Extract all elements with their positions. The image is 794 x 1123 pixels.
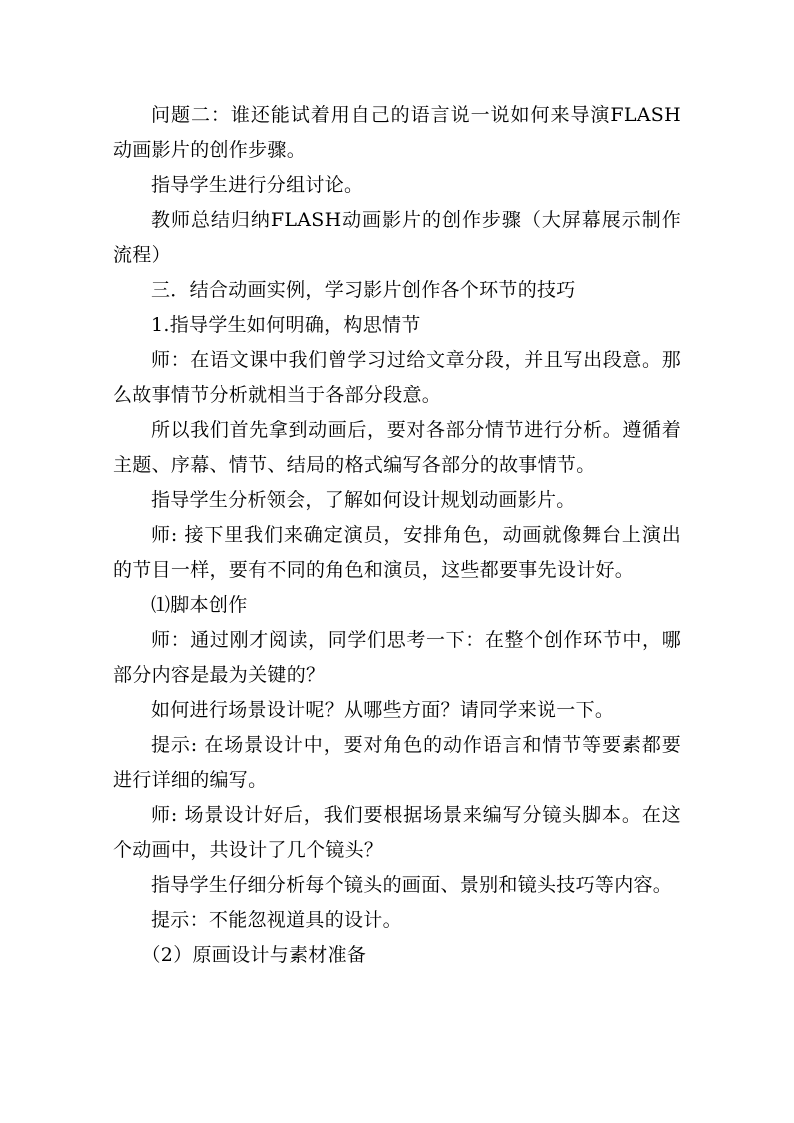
document-body: [113, 98, 681, 973]
paragraph-teacher-chinese-class: 师：在语文课中我们曾学习过给文章分段，并且写出段意。那么故事情节分析就相当于各部分段意。: [113, 349, 681, 406]
paragraph-plot-analysis: 所以我们首先拿到动画后，要对各部分情节进行分析。遵循着主题、序幕、情节、结局的格式编写各部分的故事情节。: [113, 419, 681, 476]
paragraph-teacher-storyboard: 师: 场景设计好后，我们要根据场景来编写分镜头脚本。在这个动画中，共设计了几个镜头？: [113, 804, 681, 861]
paragraph-question-two: 问题二：谁还能试着用自己的语言说一说如何来导演FLASH动画影片的创作步骤。: [113, 104, 681, 161]
paragraph-teacher-actors: 师: 接下里我们来确定演员，安排角色，动画就像舞台上演出的节目一样，要有不同的角色和演员，这些都要事先设计好。: [113, 524, 681, 581]
paragraph-guide-analysis: 指导学生分析领会，了解如何设计规划动画影片。: [151, 489, 576, 511]
paragraph-teacher-summary: 教师总结归纳FLASH动画影片的创作步骤（大屏幕展示制作流程）: [113, 209, 681, 266]
section-heading-three: 三．结合动画实例，学习影片创作各个环节的技巧: [151, 279, 576, 301]
paragraph-group-discussion: 指导学生进行分组讨论。: [151, 174, 364, 196]
subheading-script-creation: ⑴脚本创作: [151, 594, 248, 616]
subsection-heading-one: 1.指导学生如何明确，构思情节: [151, 314, 421, 336]
paragraph-hint-scene-design: 提示: 在场景设计中，要对角色的动作语言和情节等要素都要进行详细的编写。: [113, 734, 681, 791]
paragraph-scene-design-question: 如何进行场景设计呢？从哪些方面？请同学来说一下。: [151, 699, 615, 721]
paragraph-hint-props: 提示：不能忽视道具的设计。: [151, 909, 402, 931]
subheading-original-art-design: （2）原画设计与素材准备: [141, 944, 367, 966]
paragraph-teacher-key-part: 师：通过刚才阅读，同学们思考一下：在整个创作环节中，哪部分内容是最为关键的？: [113, 629, 681, 686]
paragraph-guide-shots: 指导学生仔细分析每个镜头的画面、景别和镜头技巧等内容。: [151, 874, 673, 896]
